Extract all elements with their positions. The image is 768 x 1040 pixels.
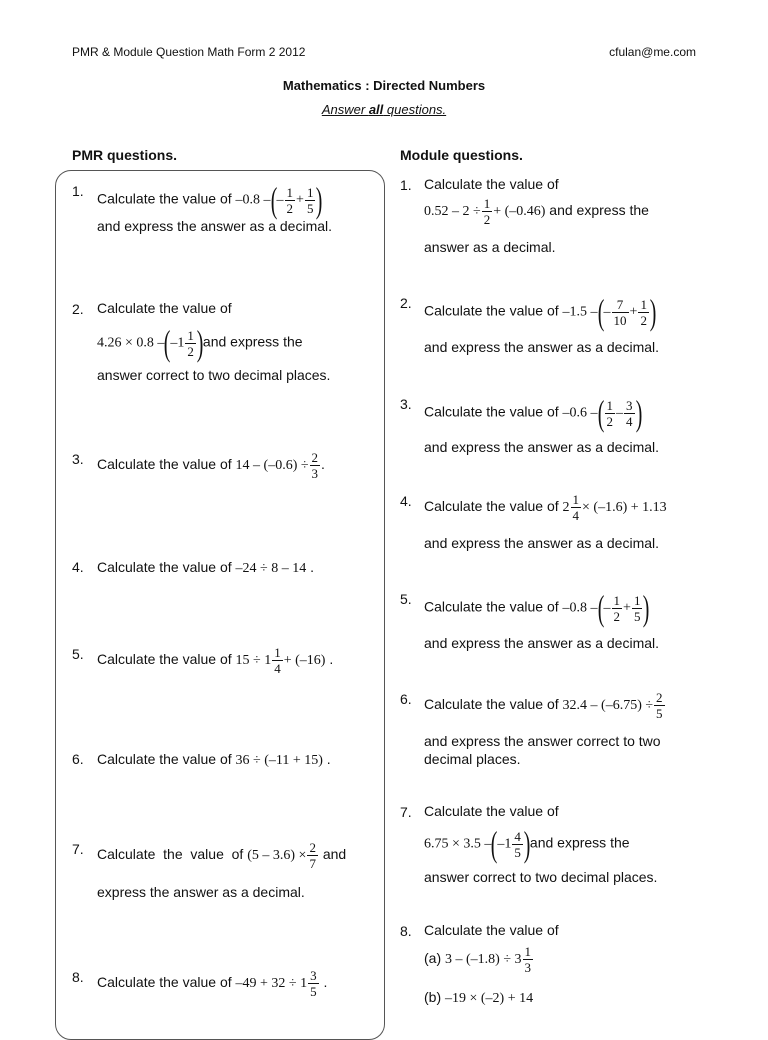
module-question-7-text: Calculate the value of xyxy=(424,803,559,819)
page-title: Mathematics : Directed Numbers xyxy=(282,78,486,93)
module-question-4-text: and express the answer as a decimal. xyxy=(424,535,660,551)
pmr-question-5: 5. Calculate the value of 15 ÷ 1 $\frac{1}{4}$ + (–16) . xyxy=(72,645,334,676)
module-question-3-text: and express the answer as a decimal. xyxy=(424,439,660,455)
module-question-8a: (a) 3 – (–1.8) ÷ 3 $\frac{1}{3}$ xyxy=(424,944,532,975)
module-question-6-text2: decimal places. xyxy=(424,751,521,767)
module-question-7-expression: 6.75 × 3.5 –(–1 $\frac{4}{5}$ )and express the xyxy=(424,824,630,864)
pmr-question-2-text: Calculate the value of xyxy=(97,300,232,316)
module-question-7: 7. xyxy=(400,804,412,820)
module-question-2-text: and express the answer as a decimal. xyxy=(424,339,660,355)
pmr-question-1-text: and express the answer as a decimal. xyxy=(97,218,333,234)
pmr-question-4: 4. Calculate the value of –24 ÷ 8 – 14 . xyxy=(72,559,314,576)
module-question-7-text2: answer correct to two decimal places. xyxy=(424,869,658,885)
module-question-6: 6. Calculate the value of 32.4 – (–6.75) ÷ $\frac{2}{5}$ xyxy=(400,690,663,721)
pmr-question-6: 6. Calculate the value of 36 ÷ (–11 + 15) . xyxy=(72,751,331,768)
module-question-6-text: and express the answer correct to two xyxy=(424,733,661,749)
pmr-question-2-text2: answer correct to two decimal places. xyxy=(97,367,331,383)
pmr-question-2-expression: 4.26 × 0.8 –(–1 $\frac{1}{2}$ )and express the xyxy=(97,323,303,363)
module-heading: Module questions. xyxy=(400,147,523,163)
module-question-1-text2: answer as a decimal. xyxy=(424,239,556,255)
page-subtitle: Answer all questions. xyxy=(321,102,447,117)
pmr-question-2: 2. xyxy=(72,301,84,317)
pmr-question-7-text: express the answer as a decimal. xyxy=(97,884,305,900)
pmr-question-8: 8. Calculate the value of –49 + 32 ÷ 1 $\frac{3}{5}$ . xyxy=(72,968,328,999)
module-question-5-text: and express the answer as a decimal. xyxy=(424,635,660,651)
header-right: cfulan@me.com xyxy=(609,45,696,59)
pmr-question-3: 3. Calculate the value of 14 – (–0.6) ÷ $\frac{2}{3}$ . xyxy=(72,450,325,481)
pmr-heading: PMR questions. xyxy=(72,147,178,163)
header-left: PMR & Module Question Math Form 2 2012 xyxy=(72,45,306,59)
module-question-1: 1. xyxy=(400,177,412,193)
pmr-question-1: 1. Calculate the value of –0.8 –(– $\frac{1}{2}$ + $\frac{1}{5}$ ) xyxy=(72,180,323,220)
module-question-1-expression: 0.52 – 2 ÷ $\frac{1}{2}$ + (–0.46) and express the xyxy=(424,196,649,227)
module-question-8b: (b) –19 × (–2) + 14 xyxy=(424,989,534,1006)
module-question-1-text: Calculate the value of xyxy=(424,176,559,192)
pmr-question-7: 7. Calculate the value of (5 – 3.6) × $\frac{2}{7}$ and xyxy=(72,840,347,871)
module-question-5: 5. Calculate the value of –0.8 –(– $\frac{1}{2}$ + $\frac{1}{5}$ ) xyxy=(400,588,650,628)
module-question-3: 3. Calculate the value of –0.6 –( $\frac{1}{2}$ – $\frac{3}{4}$ ) xyxy=(400,393,642,433)
module-question-2: 2. Calculate the value of –1.5 –(– $\frac{7}{10}$ + $\frac{1}{2}$ ) xyxy=(400,292,657,332)
module-question-8: 8. xyxy=(400,923,412,939)
module-question-8-text: Calculate the value of xyxy=(424,922,559,938)
module-question-4: 4. Calculate the value of 2 $\frac{1}{4}$ × (–1.6) + 1.13 xyxy=(400,492,667,523)
